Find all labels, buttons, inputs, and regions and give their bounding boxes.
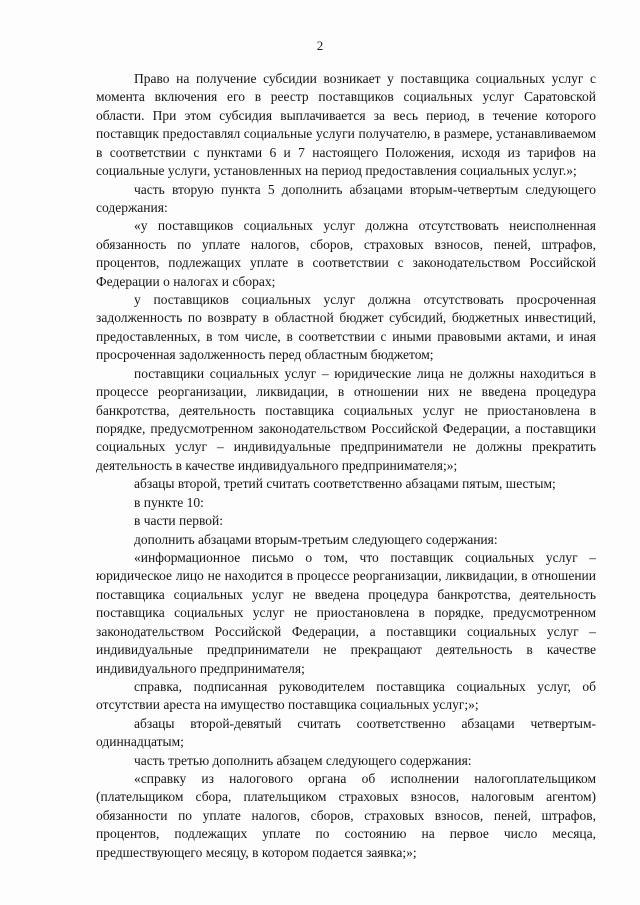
paragraph: часть вторую пункта 5 дополнить абзацами вторым-четвертым следующего содержания: [96,181,596,215]
paragraph: «справку из налогового органа об исполнении налогоплательщиком (плательщиком сбора, плательщиком страховых взносов, налоговым агентом) обязанности по уплате налогов, сборов, страховых взносов, пеней, штрафов, процентов, подлежащих уплате по состоянию на первое число месяца, предшествующего месяцу, в котором подается заявка;»; [96,771,596,860]
page-number: 2 [316,38,324,53]
paragraph: часть третью дополнить абзацем следующего содержания: [134,752,472,768]
paragraph: в пункте 10: [134,494,204,510]
document-body [96,70,596,862]
paragraph: абзацы второй, третий считать соответственно абзацами пятым, шестым; [134,476,556,492]
paragraph: в части первой: [134,513,223,529]
paragraph: у поставщиков социальных услуг должна отсутствовать просроченная задолженность по возврату в областной бюджет субсидий, бюджетных инвестиций, предоставленных, в том числе, в соответствии с иными правовыми актами, и иная просроченная задолженность перед областным бюджетом; [96,292,596,363]
paragraph: «информационное письмо о том, что поставщик социальных услуг – юридическое лицо не находится в процессе реорганизации, ликвидации, в отношении поставщика социальных услуг не введена процедура банкротства, деятельность поставщика социальных услуг не приостановлена в порядке, предусмотренном законодательством Российской Федерации, а поставщики социальных услуг – индивидуальные предприниматели не прекращают деятельность в качестве индивидуального предпринимателя; [96,549,596,676]
paragraph: Право на получение субсидии возникает у поставщика социальных услуг с момента включения его в реестр поставщиков социальных услуг Саратовской области. При этом субсидия выплачивается за весь период, в течение которого поставщик предоставлял социальные услуги получателю, в размере, устанавливаемом в соответствии с пунктами 6 и 7 настоящего Положения, исходя из тарифов на социальные услуги, установленных на период предоставления социальных услуг.»; [96,71,596,179]
paragraph: справка, подписанная руководителем поставщика социальных услуг, об отсутствии ареста на имущество поставщика социальных услуг;»; [96,678,596,713]
paragraph: дополнить абзацами вторым-третьим следующего содержания: [134,531,498,547]
paragraph: «у поставщиков социальных услуг должна отсутствовать неисполненная обязанность по уплате налогов, сборов, страховых взносов, пеней, штрафов, процентов, подлежащих уплате в соответствии с законодательством Российской Федерации о налогах и сборах; [96,218,596,289]
paragraph: поставщики социальных услуг – юридические лица не должны находиться в процессе реорганизации, ликвидации, в отношении них не введена процедура банкротства, деятельность поставщика социальных услуг не приостановлена в порядке, предусмотренном законодательством Российской Федерации, а поставщики социальных услуг – индивидуальные предприниматели не должны прекратить деятельность в качестве индивидуального предпринимателя;»; [96,365,596,473]
paragraph: абзацы второй-девятый считать соответственно абзацами четвертым-одиннадцатым; [96,715,596,750]
